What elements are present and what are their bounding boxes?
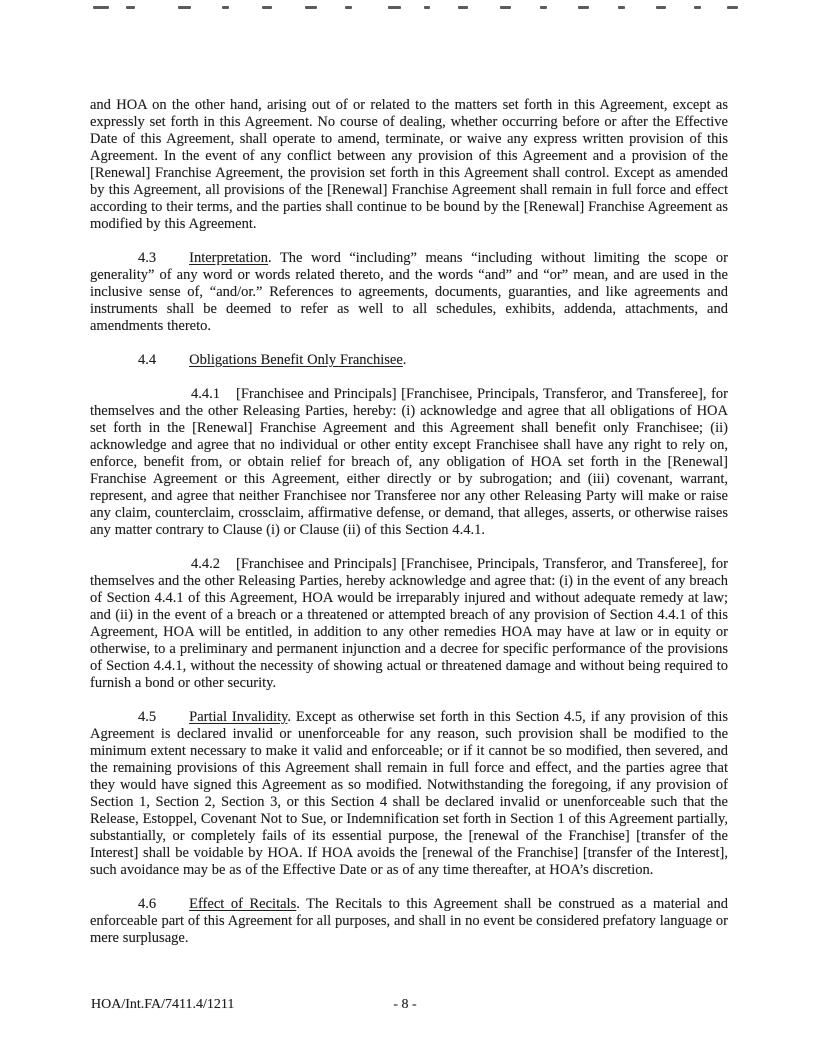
section-4-4-2-number: 4.4.2 bbox=[191, 556, 220, 572]
section-4-3-body: . The word “including” means “including without limiting the scope or generality” of any word or words related thereto, and the words “and” and “or” mean, and are used in the inclusive sense of, “and/or.” References to agreements, documents, guaranties, and like agreements and instruments shall be deemed to refer as well to all schedules, exhibits, addenda, attachments, and amendments thereto. bbox=[90, 250, 728, 334]
paragraph-continuation: and HOA on the other hand, arising out of or related to the matters set forth in this Agreement, except as expressly set forth in this Agreement. No course of dealing, whether occurring before or after the Effective Date of this Agreement, shall operate to amend, terminate, or waive any express written provision of this Agreement. In the event of any conflict between any provision of this Agreement and a provision of the [Renewal] Franchise Agreement, the provision set forth in this Agreement shall control. Except as amended by this Agreement, all provisions of the [Renewal] Franchise Agreement shall remain in full force and effect according to their terms, and the parties shall continue to be bound by the [Renewal] Franchise Agreement as modified by this Agreement. bbox=[90, 97, 728, 232]
section-4-4-number: 4.4 bbox=[138, 352, 157, 368]
section-4-3-heading: Interpretation bbox=[189, 250, 269, 266]
section-4-3 bbox=[90, 250, 728, 335]
section-4-6-body: . The Recitals to this Agreement shall be construed as a material and enforceable part of this Agreement for all purposes, and shall in no event be considered prefatory language or mere surplusage. bbox=[90, 896, 728, 946]
section-4-4-1-number: 4.4.1 bbox=[191, 386, 220, 402]
section-4-3-number: 4.3 bbox=[138, 250, 157, 266]
section-4-4-body: . bbox=[402, 352, 407, 368]
page-content bbox=[90, 97, 728, 964]
section-4-4-2-body: [Franchisee and Principals] [Franchisee, Principals, Transferor, and Transferee], for themselves and the other Releasing Parties, hereby acknowledge and agree that: (i) in the event of any breach of Section 4.4.1 of this Agreement, HOA would be irreparably injured and without adequate remedy at law; and (ii) in the event of a breach or a threatened or attempted breach of any provision of Section 4.4.1 of this Agreement, HOA will be entitled, in addition to any other remedies HOA may have at law or in equity or otherwise, to a preliminary and permanent injunction and a decree for specific performance of the provisions of Section 4.4.1, without the necessity of showing actual or threatened damage and without being required to furnish a bond or other security. bbox=[90, 556, 728, 691]
section-4-5-heading: Partial Invalidity bbox=[189, 709, 288, 725]
section-4-4-heading: Obligations Benefit Only Franchisee bbox=[189, 352, 403, 368]
section-4-4-2 bbox=[90, 556, 728, 692]
document-reference: HOA/Int.FA/7411.4/1211 bbox=[91, 997, 235, 1012]
section-4-4-1-body: [Franchisee and Principals] [Franchisee, Principals, Transferor, and Transferee], for themselves and the other Releasing Parties, hereby: (i) acknowledge and agree that all obligations of HOA set forth in the [Renewal] Franchise Agreement and this Agreement shall benefit only Franchisee; (ii) acknowledge and agree that no individual or other entity except Franchisee shall have any right to rely on, enforce, benefit from, or obtain relief for breach of, any obligation of HOA set forth in the [Renewal] Franchise Agreement or this Agreement, either directly or by subrogation; and (iii) covenant, warrant, represent, and agree that neither Franchisee nor Transferee nor any other Releasing Party will make or raise any claim, counterclaim, crossclaim, affirmative defense, or demand, that alleges, asserts, or otherwise raises any matter contrary to Clause (i) or Clause (ii) of this Section 4.4.1. bbox=[90, 386, 728, 538]
page-number: - 8 - bbox=[393, 997, 417, 1012]
section-4-6-heading: Effect of Recitals bbox=[189, 896, 297, 912]
section-4-6-number: 4.6 bbox=[138, 896, 157, 912]
section-4-4 bbox=[90, 352, 728, 369]
section-4-4-1 bbox=[90, 386, 728, 539]
section-4-5-number: 4.5 bbox=[138, 709, 157, 725]
section-4-5 bbox=[90, 709, 728, 879]
section-4-6 bbox=[90, 896, 728, 947]
page-footer bbox=[0, 996, 816, 1014]
section-4-5-body: . Except as otherwise set forth in this Section 4.5, if any provision of this Agreement is declared invalid or unenforceable for any reason, such provision shall be modified to the minimum extent necessary to make it valid and enforceable; or if it cannot be so modified, then severed, and the remaining provisions of this Agreement shall remain in full force and effect, and the parties agree that they would have signed this Agreement as so modified. Notwithstanding the foregoing, if any provision of Section 1, Section 2, Section 3, or this Section 4 shall be declared invalid or unenforceable such that the Release, Estoppel, Covenant Not to Sue, or Indemnification set forth in Section 1 of this Agreement partially, substantially, or completely fails of its essential purpose, the [renewal of the Franchise] [transfer of the Interest] shall be voidable by HOA. If HOA avoids the [renewal of the Franchise] [transfer of the Interest], such avoidance may be as of the Effective Date or as of any time thereafter, at HOA’s discretion. bbox=[90, 709, 728, 878]
